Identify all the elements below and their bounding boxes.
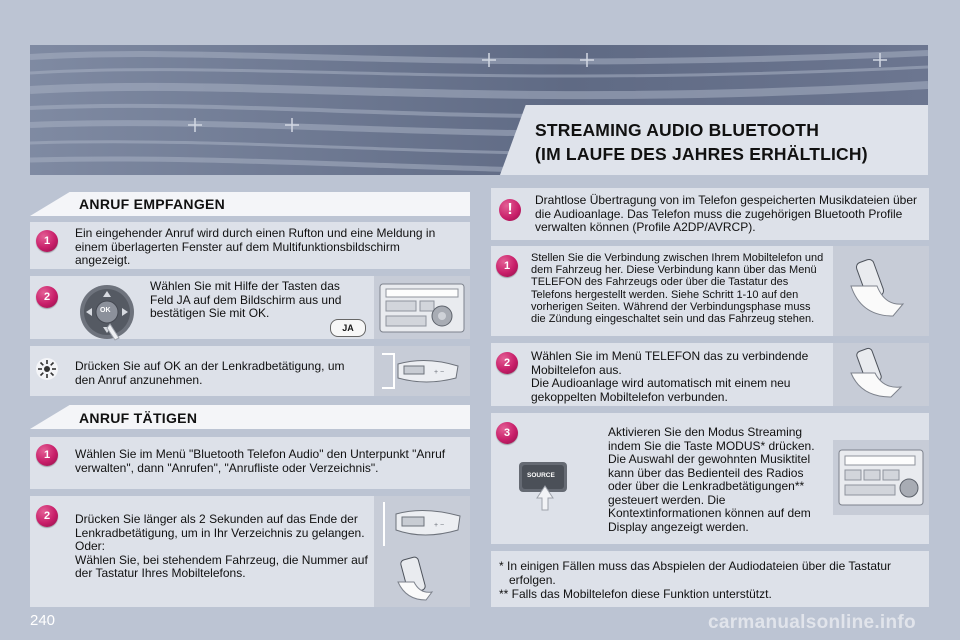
step-badge-1: 1 (36, 230, 58, 252)
step-badge-2: 2 (496, 352, 518, 374)
phone-hand-image-1 (833, 246, 929, 336)
right-step3-text: Aktivieren Sie den Modus Streaming indem Sie die Taste MODUS* drücken. Die Auswahl der gewohnten Musiktitel kann über das Bedienteil des Radios oder über die Lenkradbetätigungen** gesteuert werden. Die Kontextinformationen können auf dem Display angezeigt werden. (608, 425, 815, 534)
svg-text:+ −: + − (434, 522, 445, 529)
ja-button (330, 319, 366, 337)
step-badge-1: 1 (496, 255, 518, 277)
steering-wheel-icon (35, 357, 59, 381)
phone-keypad-image-left (374, 552, 470, 607)
ja-label: JA (342, 323, 354, 333)
section-title-receive: ANRUF EMPFANGEN (79, 196, 226, 212)
ok-dpad (77, 282, 137, 342)
step-badge-2: 2 (36, 286, 58, 308)
warning-mark: ! (507, 201, 513, 218)
radio-panel-image (374, 276, 470, 339)
make-step1-text: Wählen Sie im Menü "Bluetooth Telefon Audio" den Unterpunkt "Anruf verwalten", dann "Anrufen", "Anrufliste oder Verzeichnis". (75, 447, 446, 475)
step-badge-3: 3 (496, 422, 518, 444)
steering-control-image-1 (374, 346, 470, 396)
right-step2-text: Wählen Sie im Menü TELEFON das zu verbindende Mobiltelefon aus. Die Audioanlage wird automatisch mit einem neu gekoppelten Mobiltelefon verbunden. (531, 349, 809, 404)
header-banner (30, 45, 928, 175)
step-badge-2: 2 (36, 505, 58, 527)
step-badge-1: 1 (36, 444, 58, 466)
receive-tip-text: Drücken Sie auf OK an der Lenkradbetätigung, um den Anruf anzunehmen. (75, 359, 345, 387)
page-number: 240 (30, 612, 56, 629)
source-button-image (515, 460, 575, 512)
right-step1-text: Stellen Sie die Verbindung zwischen Ihrem Mobiltelefon und dem Fahrzeug her. Diese Verbindung kann über das Menü TELEFON des Fahrzeugs oder über die Tastatur des Telefons hergestellt werden. Siehe Schritt 1-10 auf den vorherigen Seiten. Während der Verbindungsphase muss die Zündung eingeschaltet sein und das Fahrzeug stehen. (531, 252, 824, 326)
receive-step1-text: Ein eingehender Anruf wird durch einen Rufton und eine Meldung in einem überlagerten Fenster auf dem Multifunktionsbildschirm angezeigt. (75, 226, 436, 267)
radio-panel-image-right (833, 440, 929, 515)
page-title-line2: (IM LAUFE DES JAHRES ERHÄLTLICH) (535, 144, 868, 164)
watermark: carmanualsonline.info (708, 612, 916, 633)
page-title-line1: STREAMING AUDIO BLUETOOTH (535, 120, 820, 140)
section-title-make: ANRUF TÄTIGEN (79, 410, 198, 426)
make-step2-text: Drücken Sie länger als 2 Sekunden auf das Ende der Lenkradbetätigung, um in Ihr Verzeichnis zu gelangen. Oder: Wählen Sie, bei stehendem Fahrzeug, die Nummer auf der Tastatur Ihres Mobiltelefons. (75, 512, 368, 580)
footnote-1: * In einigen Fällen muss das Abspielen der Audiodateien über die Tastatur erfolgen. (499, 559, 892, 587)
receive-step2-text: Wählen Sie mit Hilfe der Tasten das Feld JA auf dem Bildschirm aus und bestätigen Sie mit OK. (150, 279, 342, 320)
steering-control-image-2 (374, 496, 470, 552)
svg-text:+ −: + − (434, 369, 445, 376)
warning-text: Drahtlose Übertragung von im Telefon gespeicherten Musikdateien über die Audioanlage. Das Telefon muss die zugehörigen Bluetooth Profile verwalten können (Profile A2DP/AVRCP). (535, 193, 918, 234)
warning-icon (499, 199, 521, 221)
source-label: SOURCE (527, 472, 555, 479)
ok-label: OK (100, 307, 111, 314)
phone-hand-image-2 (833, 343, 929, 406)
footnote-2: ** Falls das Mobiltelefon diese Funktion unterstützt. (499, 587, 772, 601)
